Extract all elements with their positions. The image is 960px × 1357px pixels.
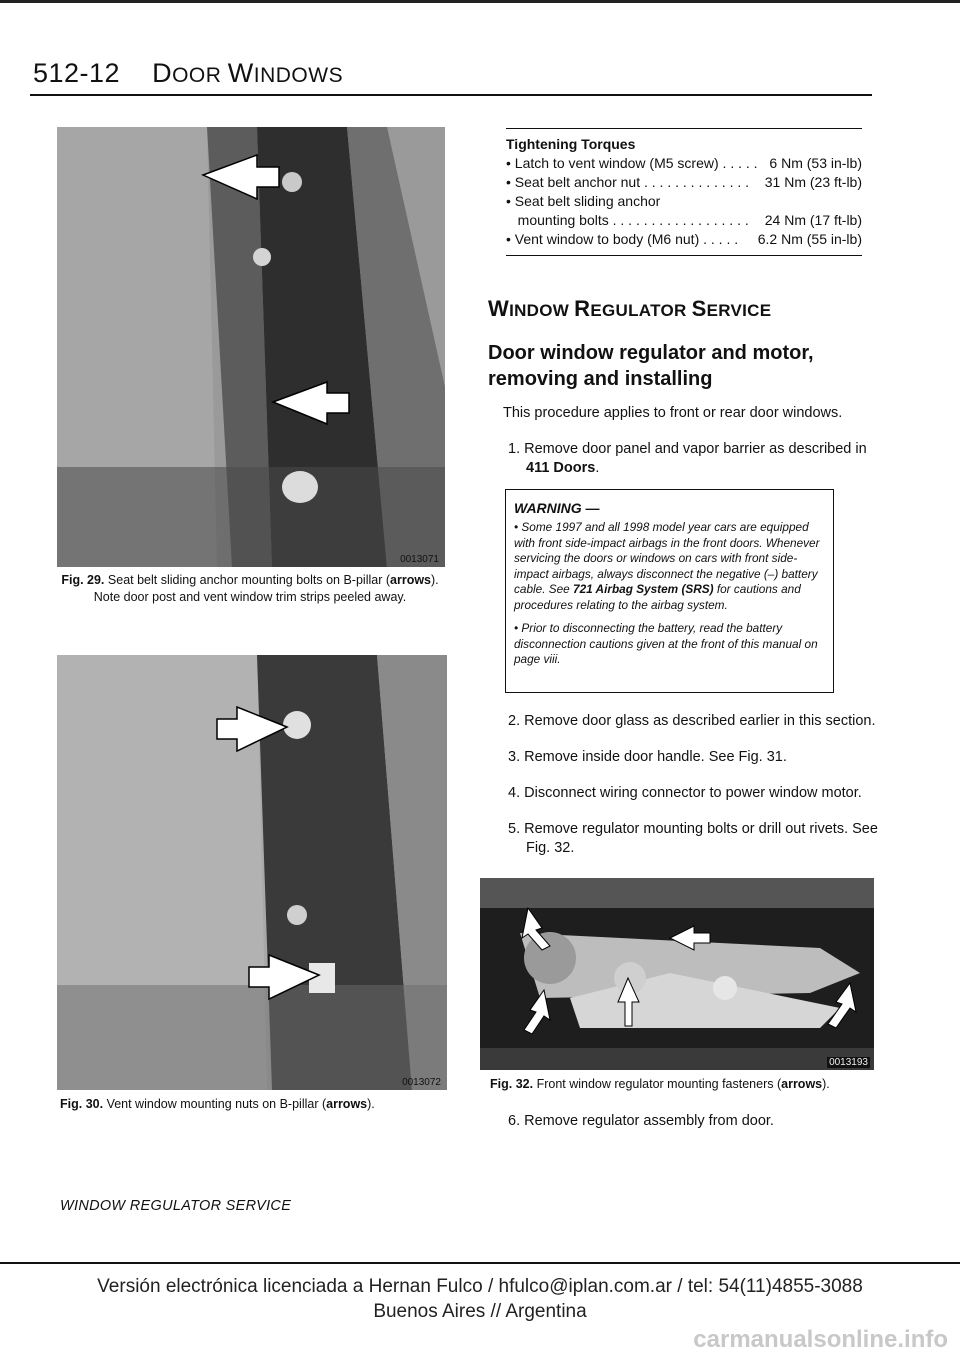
torque-row: • Seat belt anchor nut . . . . . . . . . . . . . . 31 Nm (23 ft-lb) — [506, 174, 862, 190]
intro-text: This procedure applies to front or rear door windows. — [503, 405, 843, 421]
fig29-label: Fig. 29. — [61, 573, 105, 587]
footer-section-label: WINDOW REGULATOR SERVICE — [60, 1198, 292, 1214]
torque-row: • Seat belt sliding anchor — [506, 193, 661, 209]
top-edge-rule — [0, 0, 960, 3]
watermark: carmanualsonline.info — [693, 1326, 948, 1353]
fig32-image-code: 0013193 — [829, 1057, 868, 1068]
section-title: WINDOW REGULATOR SERVICE — [488, 296, 772, 321]
step-5: 5. Remove regulator mounting bolts or drill out rivets. See Fig. 32. — [508, 821, 878, 856]
step-6: 6. Remove regulator assembly from door. — [508, 1113, 774, 1129]
fig30-caption: Fig. 30. Vent window mounting nuts on B-pillar (arrows). — [60, 1097, 375, 1111]
fig30-photo — [57, 655, 447, 1090]
procedure-title: Door window regulator and motor, removing and installing — [488, 342, 814, 390]
page-header — [33, 58, 343, 89]
fig29-caption-line2: Note door post and vent window trim strips peeled away. — [93, 590, 407, 604]
chapter-title: DOOR WINDOWS — [152, 58, 344, 88]
torque-row: mounting bolts . . . . . . . . . . . . . . . . . . 24 Nm (17 ft-lb) — [506, 212, 862, 228]
header-rule — [30, 94, 872, 96]
fig32-label: Fig. 32. — [490, 1077, 534, 1091]
fig29-image-code: 0013071 — [400, 554, 439, 565]
warning-box — [505, 489, 834, 693]
torque-row: • Vent window to body (M6 nut) . . . . . 6.2 Nm (55 in-lb) — [506, 231, 862, 247]
torques-title: Tightening Torques — [506, 136, 636, 152]
license-line-1: Versión electrónica licenciada a Hernan Fulco / hfulco@iplan.com.ar / tel: 54(11)4855-3088 — [97, 1276, 863, 1297]
step-1: 1. Remove door panel and vapor barrier as described in 411 Doors. — [508, 441, 867, 476]
fig29-caption: Fig. 29. Seat belt sliding anchor mounting bolts on B-pillar (arrows). Note door post and vent window trim strips peeled away. — [61, 573, 439, 604]
step-4: 4. Disconnect wiring connector to power window motor. — [508, 785, 862, 801]
fig30-label: Fig. 30. — [60, 1097, 104, 1111]
license-line-2: Buenos Aires // Argentina — [373, 1301, 587, 1322]
warning-item-battery: • Prior to disconnecting the battery, read the battery disconnection cautions given at the front of this manual on page viii. — [514, 621, 818, 666]
tightening-torques-box — [506, 128, 862, 256]
page-number: 512-12 — [33, 58, 121, 88]
warning-title: WARNING — — [514, 500, 600, 516]
fig32-photo — [480, 878, 874, 1070]
step-3: 3. Remove inside door handle. See Fig. 31. — [508, 749, 787, 765]
fig30-image-code: 0013072 — [402, 1077, 441, 1088]
torque-row: • Latch to vent window (M5 screw) . . . . . 6 Nm (53 in-lb) — [506, 155, 862, 171]
warning-item-airbag: • Some 1997 and all 1998 model year cars are equipped with front side-impact airbags in the front doors. Whenever servicing the doors or windows on cars with front side-impact airbags, always disconnect the negative (–) battery cable. See 721 Airbag System (SRS) for cautions and procedures relating to the airbag system. — [514, 520, 820, 612]
fig32-caption: Fig. 32. Front window regulator mounting fasteners (arrows). — [490, 1077, 830, 1091]
fig29-photo — [57, 127, 445, 567]
step-2: 2. Remove door glass as described earlier in this section. — [508, 713, 876, 729]
